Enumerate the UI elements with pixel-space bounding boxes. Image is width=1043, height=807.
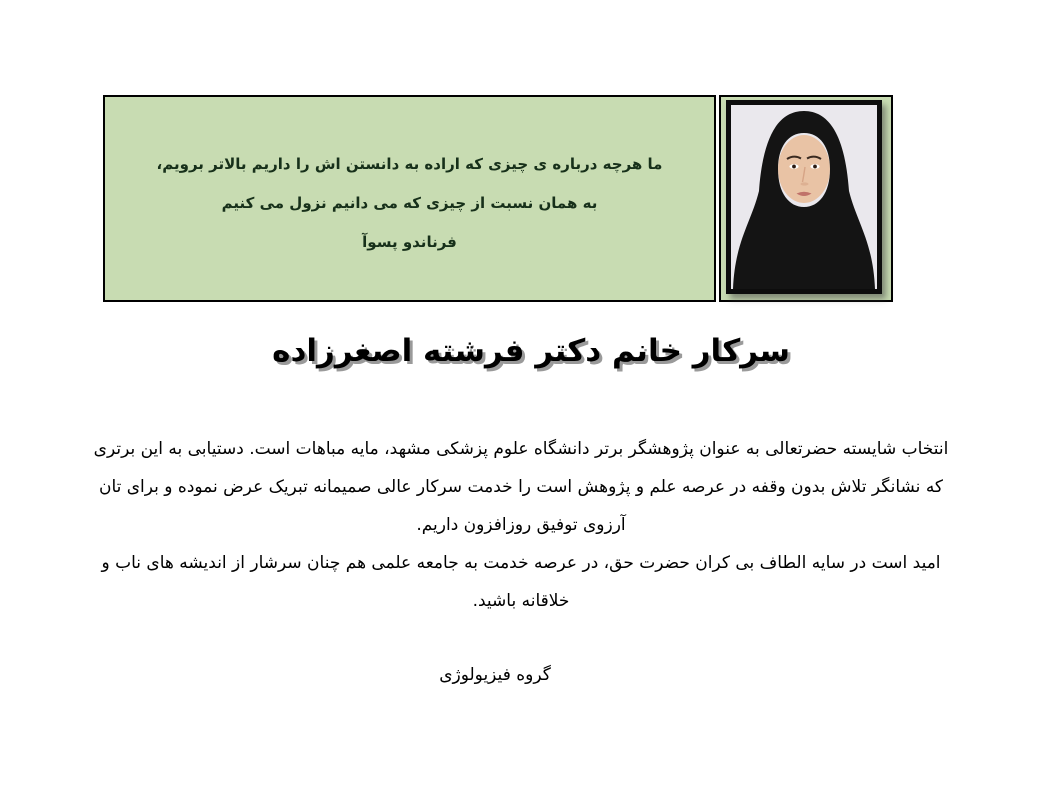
quote-line: به همان نسبت از چیزی که می دانیم نزول می کنیم — [221, 194, 598, 212]
portrait-photo — [726, 100, 882, 294]
congratulation-line: که نشانگر تلاش بدون وقفه در عرصه علم و پژوهش است را خدمت سرکار عالی صمیمانه تبریک عرض نموده و برای تان — [98, 477, 944, 497]
photo-cell — [719, 95, 893, 302]
signature-physiology-group: گروه فیزیولوژی — [439, 665, 551, 685]
quote-author: فرناندو پسوآ — [362, 233, 457, 251]
congratulation-line: انتخاب شایسته حضرتعالی به عنوان پژوهشگر برتر دانشگاه علوم پزشکی مشهد، مایه مباهات است. دستیابی به این برتری — [93, 439, 949, 459]
congratulation-text — [65, 430, 977, 620]
congratulation-line: آرزوی توفیق روزافزون داریم. — [416, 515, 626, 535]
congratulation-line: امید است در سایه الطاف بی کران حضرت حق، در عرصه خدمت به جامعه علمی هم چنان سرشار از اندیشه های ناب و — [101, 553, 941, 573]
quote-banner — [103, 95, 716, 302]
quote-line: ما هرچه درباره ی چیزی که اراده به دانستن اش را داریم بالاتر برویم، — [156, 155, 663, 173]
congratulation-line: خلاقانه باشید. — [472, 591, 570, 611]
portrait-illustration — [731, 105, 877, 289]
recipient-title: سرکار خانم دکتر فرشته اصغرزاده — [272, 333, 790, 369]
